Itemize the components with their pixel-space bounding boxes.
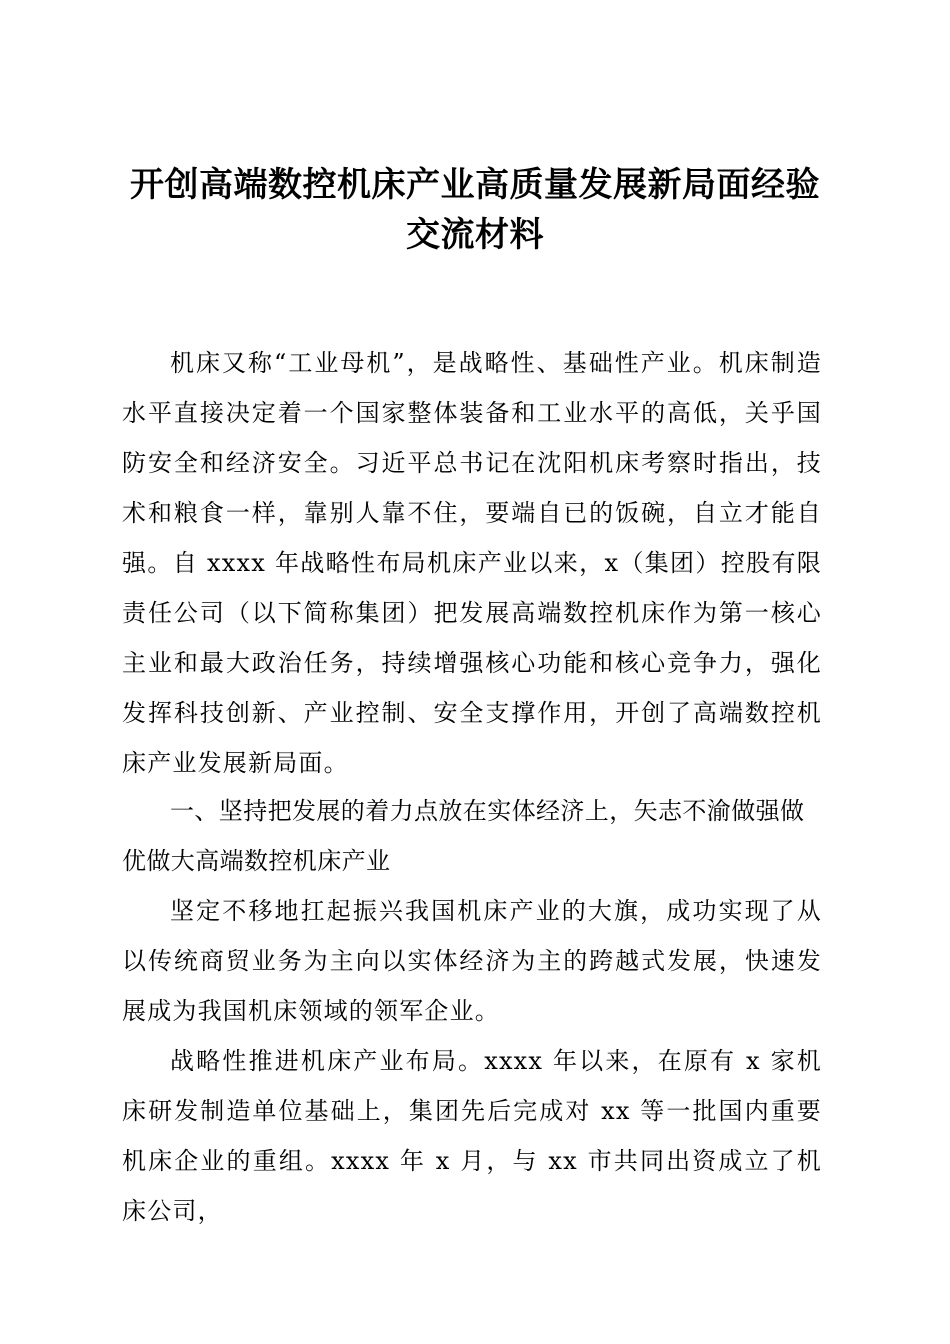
- title-line-2: 交流材料: [406, 215, 544, 255]
- title-line-1: 开创高端数控机床产业高质量发展新局面经验: [130, 165, 820, 205]
- paragraph-intro: 机床又称“工业母机”，是战略性、基础性产业。机床制造水平直接决定着一个国家整体装备和工业水平的高低，关乎国防安全和经济安全。习近平总书记在沈阳机床考察时指出，技术和粮食一样，靠别人靠不住，要端自已的饭碗，自立才能自强。自 xxxx 年战略性布局机床产业以来，x（集团）控股有限责任公司（以下简称集团）把发展高端数控机床作为第一核心主业和最大政治任务，持续增强核心功能和核心竞争力，强化发挥科技创新、产业控制、安全支撑作用，开创了高端数控机床产业发展新局面。: [122, 349, 822, 777]
- document-title: [110, 160, 840, 260]
- section-heading-1: 一、坚持把发展的着力点放在实体经济上，矢志不渝做强做优做大高端数控机床产业: [122, 797, 805, 875]
- paragraph-section-1: 坚定不移地扛起振兴我国机床产业的大旗，成功实现了从以传统商贸业务为主向以实体经济为主的跨越式发展，快速发展成为我国机床领域的领军企业。: [122, 897, 822, 1025]
- paragraph-layout: 战略性推进机床产业布局。xxxx 年以来，在原有 x 家机床研发制造单位基础上，集团先后完成对 xx 等一批国内重要机床企业的重组。xxxx 年 x 月，与 xx 市共同出资成立了机床公司，: [122, 1047, 822, 1225]
